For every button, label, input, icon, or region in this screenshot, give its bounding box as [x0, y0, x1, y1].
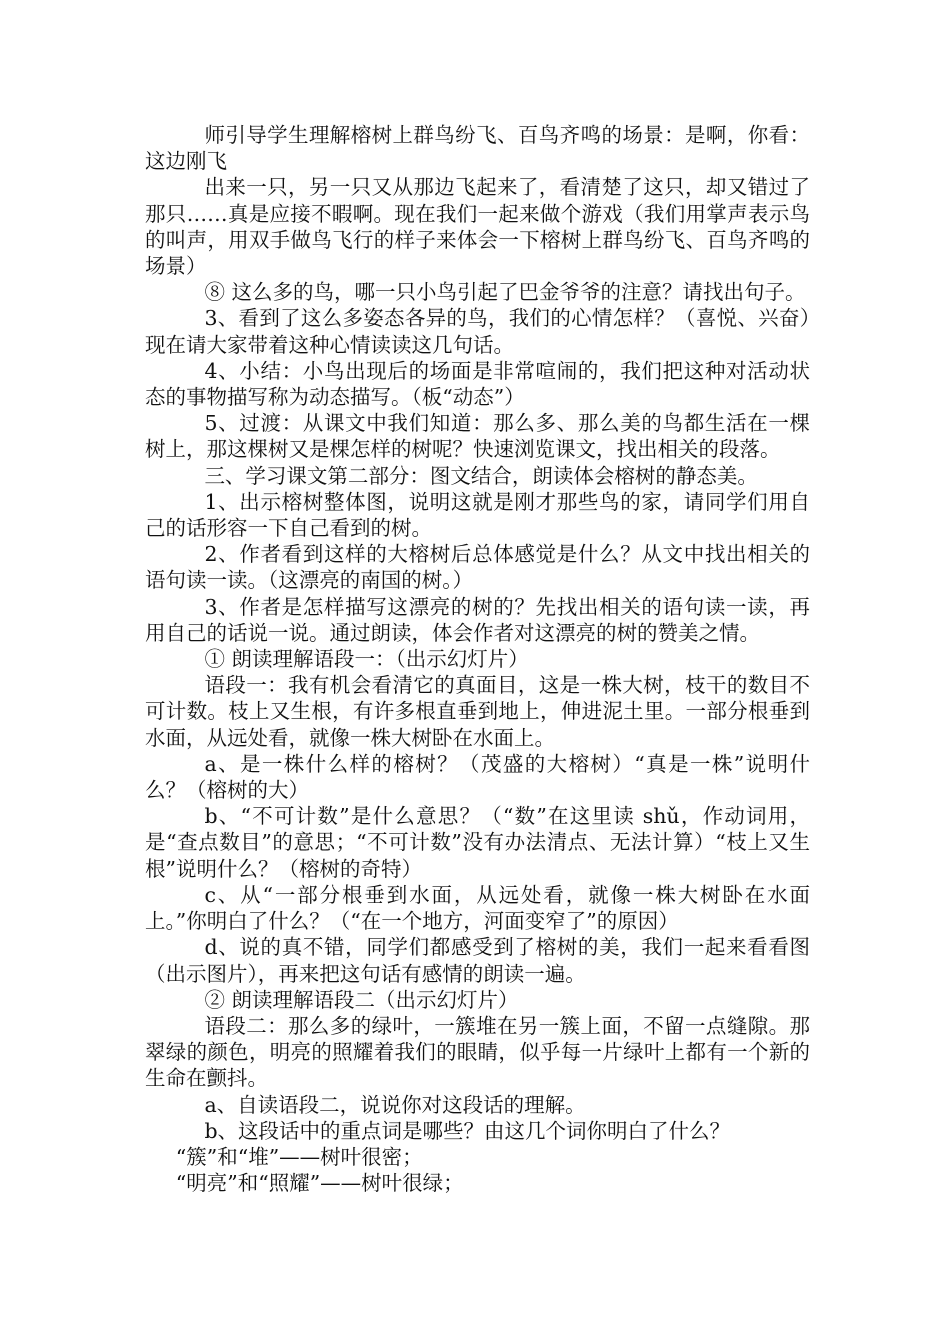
paragraph-20: b、这段话中的重点词是哪些？由这几个词你明白了什么？: [204, 1118, 731, 1143]
paragraph-1: 师引导学生理解榕树上群鸟纷飞、百鸟齐鸣的场景：是啊，你看：这边刚飞: [145, 123, 810, 174]
paragraph-11: ① 朗读理解语段一：（出示幻灯片）: [204, 647, 529, 672]
paragraph-9: 2、作者看到这样的大榕树后总体感觉是什么？从文中找出相关的语句读一读。（这漂亮的南国的树。）: [145, 542, 810, 593]
paragraph-22: “明亮”和“照耀”——树叶很绿；: [175, 1171, 464, 1196]
paragraph-18: 语段二：那么多的绿叶，一簇堆在另一簇上面，不留一点缝隙。那翠绿的颜色，明亮的照耀着我们的眼睛，似乎每一片绿叶上都有一个新的生命在颤抖。: [145, 1013, 810, 1091]
paragraph-3: ⑧ 这么多的鸟，哪一只小鸟引起了巴金爷爷的注意？请找出句子。: [204, 280, 806, 305]
paragraph-12: 语段一：我有机会看清它的真面目，这是一株大树，枝干的数目不可计数。枝上又生根，有许多根直垂到地上，伸进泥土里。一部分根垂到水面，从远处看，就像一株大树卧在水面上。: [145, 673, 810, 750]
paragraph-17: ② 朗读理解语段二（出示幻灯片）: [204, 987, 519, 1012]
document-body: [145, 122, 810, 1196]
section-heading-3: 三、学习课文第二部分：图文结合，朗读体会榕树的静态美。: [204, 463, 758, 488]
paragraph-10: 3、作者是怎样描写这漂亮的树的？先找出相关的语句读一读，再用自己的话说一说。通过朗读，体会作者对这漂亮的树的赞美之情。: [145, 594, 810, 645]
paragraph-14: b、“不可计数”是什么意思？（“数”在这里读 shǔ，作动词用，是“查点数目”的意思；“不可计数”没有办法清点、无法计算）“枝上又生根”说明什么？（榕树的奇特）: [145, 804, 810, 881]
paragraph-8: 1、出示榕树整体图，说明这就是刚才那些鸟的家，请同学们用自己的话形容一下自己看到的树。: [145, 489, 810, 541]
paragraph-19: a、自读语段二，说说你对这段话的理解。: [204, 1092, 586, 1117]
paragraph-4: 3、看到了这么多姿态各异的鸟，我们的心情怎样？（喜悦、兴奋）现在请大家带着这种心情读读这几句话。: [145, 306, 810, 357]
paragraph-5: 4、小结：小鸟出现后的场面是非常喧闹的，我们把这种对活动状态的事物描写称为动态描写。（板“动态”）: [145, 358, 810, 410]
paragraph-16: d、说的真不错，同学们都感受到了榕树的美，我们一起来看看图（出示图片），再来把这句话有感情的朗读一遍。: [145, 935, 810, 986]
paragraph-13: a、是一株什么样的榕树？（茂盛的大榕树）“真是一株”说明什么？（榕树的大）: [145, 751, 810, 803]
paragraph-2: 出来一只，另一只又从那边飞起来了，看清楚了这只，却又错过了那只……真是应接不暇啊。现在我们一起来做个游戏（我们用掌声表示鸟的叫声，用双手做鸟飞行的样子来体会一下榕树上群鸟纷飞、百鸟齐鸣的场景）: [145, 175, 810, 279]
paragraph-15: c、从“一部分根垂到水面，从远处看，就像一株大树卧在水面上。”你明白了什么？（“在一个地方，河面变窄了”的原因）: [145, 882, 810, 934]
paragraph-21: “簇”和“堆”——树叶很密；: [175, 1144, 423, 1169]
paragraph-6: 5、过渡：从课文中我们知道：那么多、那么美的鸟都生活在一棵树上，那这棵树又是棵怎样的树呢？快速浏览课文，找出相关的段落。: [145, 411, 810, 462]
